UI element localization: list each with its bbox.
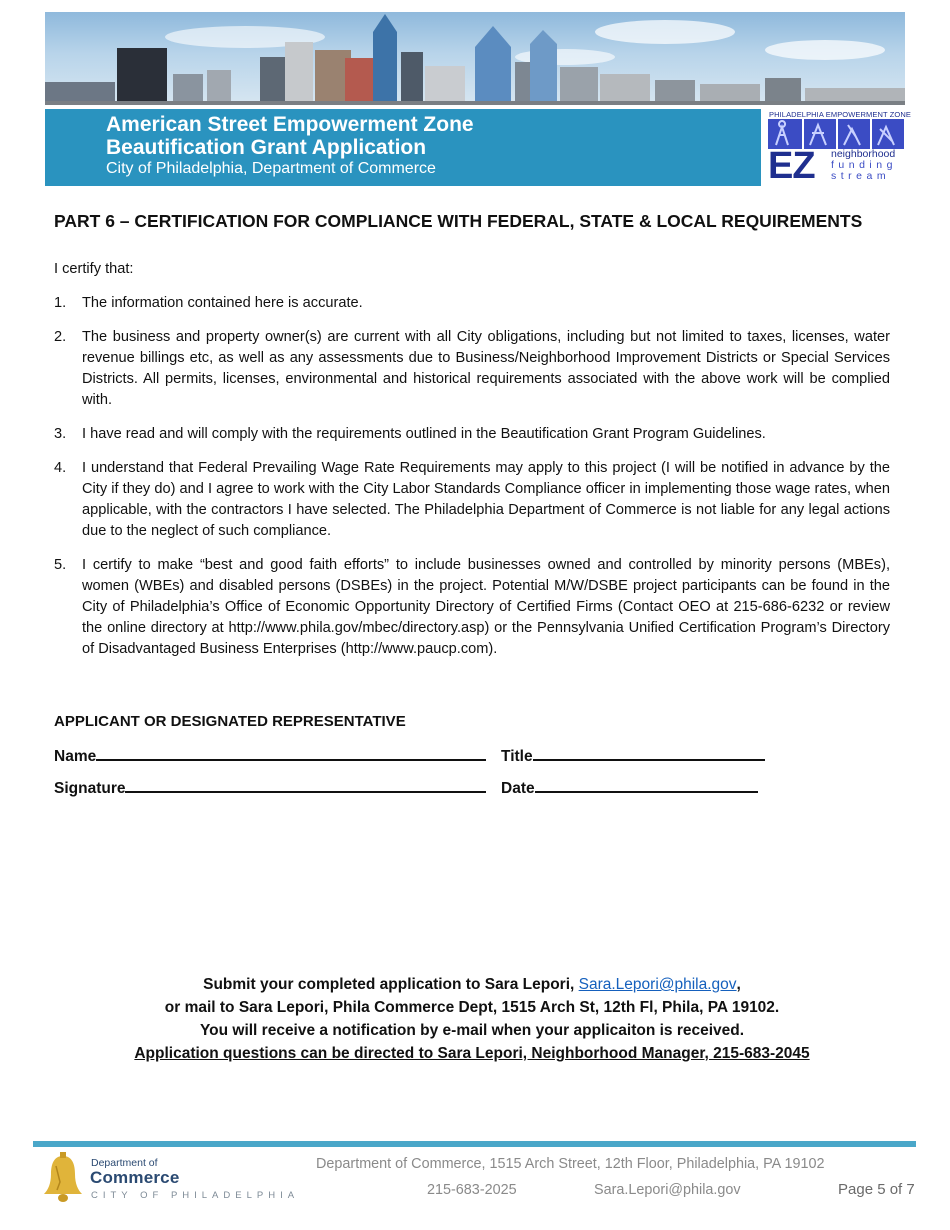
submit-line1-suffix: , [736, 976, 741, 993]
signature-field[interactable] [54, 779, 486, 798]
header-title-line2: Beautification Grant Application [106, 136, 427, 159]
title-line[interactable] [533, 747, 765, 761]
submit-line1 [54, 973, 890, 996]
liberty-bell-icon [40, 1152, 86, 1206]
list-text: I certify to make “best and good faith efforts” to include businesses owned and controlled by minority persons (MBEs), women (WBEs) and disabled persons (DSBEs) in the project. Potential M/W/DSBE project participants can be found in the City of Philadelphia’s Office of Economic Opportunity Directory of Certified Firms (Contact OEO at 215-686-6232 or review the online directory at http://www.phila.gov/mbec/directory.asp) or the Pennsylvania Unified Certification Program’s Directory of Disadvantaged Business Enterprises (http://www.paucp.com). [82, 557, 890, 657]
list-item [54, 555, 890, 660]
title-label: Title [501, 748, 533, 765]
submit-line2: or mail to Sara Lepori, Phila Commerce Dept, 1515 Arch St, 12th Fl, Phila, PA 19102. [164, 999, 780, 1016]
header-title-line1: American Street Empowerment Zone [106, 113, 474, 136]
signature-label: Signature [54, 780, 126, 797]
certification-list [54, 293, 890, 673]
list-number: 4. [54, 460, 67, 476]
footer-email: Sara.Lepori@phila.gov [594, 1182, 741, 1198]
list-number: 3. [54, 426, 67, 442]
signature-line[interactable] [125, 779, 486, 793]
list-item [54, 424, 890, 445]
list-item [54, 293, 890, 314]
footer-address: Department of Commerce, 1515 Arch Street, 12th Floor, Philadelphia, PA 19102 [316, 1156, 825, 1172]
footer-phone: 215-683-2025 [427, 1182, 517, 1198]
header-subtitle: City of Philadelphia, Department of Commerce [106, 160, 436, 177]
list-number: 2. [54, 329, 67, 345]
page-number: Page 5 of 7 [838, 1181, 915, 1198]
ez-logo-top-text: PHILADELPHIA EMPOWERMENT ZONE [769, 110, 911, 119]
ez-logo-stacked-3: stream [831, 170, 891, 182]
header-banner [45, 12, 911, 187]
title-bar [45, 109, 761, 186]
submit-email-link[interactable]: Sara.Lepori@phila.gov [578, 976, 737, 993]
ez-logo [767, 109, 911, 187]
submit-instructions [54, 973, 890, 1065]
footer-logo-city: CITY OF PHILADELPHIA [91, 1190, 300, 1201]
date-field[interactable] [501, 779, 758, 798]
list-number: 5. [54, 557, 67, 573]
list-text: The information contained here is accurate. [82, 295, 363, 311]
applicant-heading: APPLICANT OR DESIGNATED REPRESENTATIVE [54, 713, 406, 730]
ez-logo-big: EZ [768, 145, 815, 187]
commerce-logo [40, 1150, 300, 1206]
intro-text: I certify that: [54, 261, 134, 277]
name-label: Name [54, 748, 97, 765]
list-text: I understand that Federal Prevailing Wage Rate Requirements may apply to this project (I will be notified in advance by the City if they do) and I agree to work with the City Labor Standards Compliance officer in implementing those wage rates, when applicable, with the contractors I have selected. The Philadelphia Department of Commerce is not liable for any legal actions due to the neglect of such compliance. [82, 460, 890, 539]
footer-logo-dept: Department of [91, 1157, 158, 1169]
date-label: Date [501, 780, 535, 797]
skyline-image [45, 12, 905, 105]
list-text: The business and property owner(s) are current with all City obligations, including but not limited to taxes, licenses, water revenue billings etc, as well as any assessments due to Business/Neighborhood Improvement Districts or Special Services Districts. All permits, licenses, environmental and historical requirements associated with the above work will be complied with. [82, 329, 890, 408]
name-field[interactable] [54, 747, 486, 766]
list-item [54, 327, 890, 411]
part-title: PART 6 – CERTIFICATION FOR COMPLIANCE WITH FEDERAL, STATE & LOCAL REQUIREMENTS [54, 211, 863, 231]
title-field[interactable] [501, 747, 765, 766]
submit-line4: Application questions can be directed to Sara Lepori, Neighborhood Manager, 215-683-2045 [134, 1045, 810, 1062]
footer-logo-commerce: Commerce [90, 1168, 180, 1187]
submit-line1-prefix: Submit your completed application to Sara Lepori, [203, 976, 579, 993]
list-text: I have read and will comply with the requirements outlined in the Beautification Grant Program Guidelines. [82, 426, 766, 442]
ez-logo-stacked-2: funding [831, 159, 897, 171]
list-item [54, 458, 890, 542]
date-line[interactable] [535, 779, 758, 793]
ez-logo-stacked-1: neighborhood [831, 148, 896, 160]
name-line[interactable] [96, 747, 486, 761]
list-number: 1. [54, 295, 67, 311]
footer-rule [33, 1141, 916, 1147]
submit-line3: You will receive a notification by e-mail when your applicaiton is received. [199, 1022, 745, 1039]
